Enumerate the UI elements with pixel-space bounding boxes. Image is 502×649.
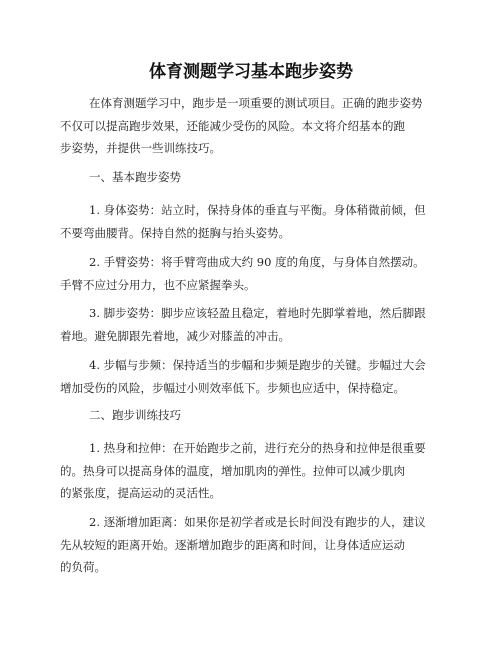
text-line: 的。热身可以提高身体的温度，增加肌肉的弹性。拉伸可以减少肌肉	[60, 463, 405, 478]
text-line: 在体育测题学习中，跑步是一项重要的测试项目。正确的跑步姿势	[89, 96, 423, 110]
section-heading-2: 二、跑步训练技巧	[89, 408, 181, 422]
text-line: 1. 身体姿势：站立时，保持身体的垂直与平衡。身体稍微前倾，但	[89, 203, 426, 217]
text-line: 2. 逐渐增加距离：如果你是初学者或是长时间没有跑步的人，建议	[89, 515, 426, 529]
text-line: 4. 步幅与步频：保持适当的步幅和步频是跑步的关键。步幅过大会	[89, 358, 426, 372]
text-line: 不要弯曲腰背。保持自然的挺胸与抬头姿势。	[60, 225, 290, 240]
list-item	[60, 251, 438, 296]
text-line: 先从较短的距离开始。逐渐增加跑步的距离和时间，让身体适应运动	[60, 537, 405, 552]
text-line: 的紧张度，提高运动的灵活性。	[60, 486, 221, 500]
list-item	[60, 354, 438, 399]
text-line: 步姿势，并提供一些训练技巧。	[60, 141, 221, 155]
document-title: 体育测题学习基本跑步姿势	[149, 62, 353, 82]
text-line: 2. 手臂姿势：将手臂弯曲成大约 90 度的角度，与身体自然摆动。	[89, 255, 425, 269]
list-item	[60, 437, 438, 505]
text-line: 增加受伤的风险，步幅过小则效率低下。步频也应适中，保持稳定。	[60, 380, 405, 395]
list-item	[60, 302, 438, 347]
text-line: 的负荷。	[60, 560, 106, 574]
text-line: 着地。避免脚跟先着地，减少对膝盖的冲击。	[60, 328, 290, 343]
text-line: 手臂不应过分用力，也不应紧握拳头。	[60, 277, 256, 292]
text-line: 3. 脚步姿势：脚步应该轻盈且稳定，着地时先脚掌着地，然后脚跟	[89, 306, 426, 320]
list-item	[60, 199, 438, 244]
text-line: 1. 热身和拉伸：在开始跑步之前，进行充分的热身和拉伸是很重要	[89, 441, 426, 455]
text-line: 不仅可以提高跑步效果，还能减少受伤的风险。本文将介绍基本的跑	[60, 118, 405, 133]
list-item	[60, 511, 438, 579]
intro-paragraph	[60, 92, 438, 160]
section-heading-1: 一、基本跑步姿势	[89, 170, 181, 184]
